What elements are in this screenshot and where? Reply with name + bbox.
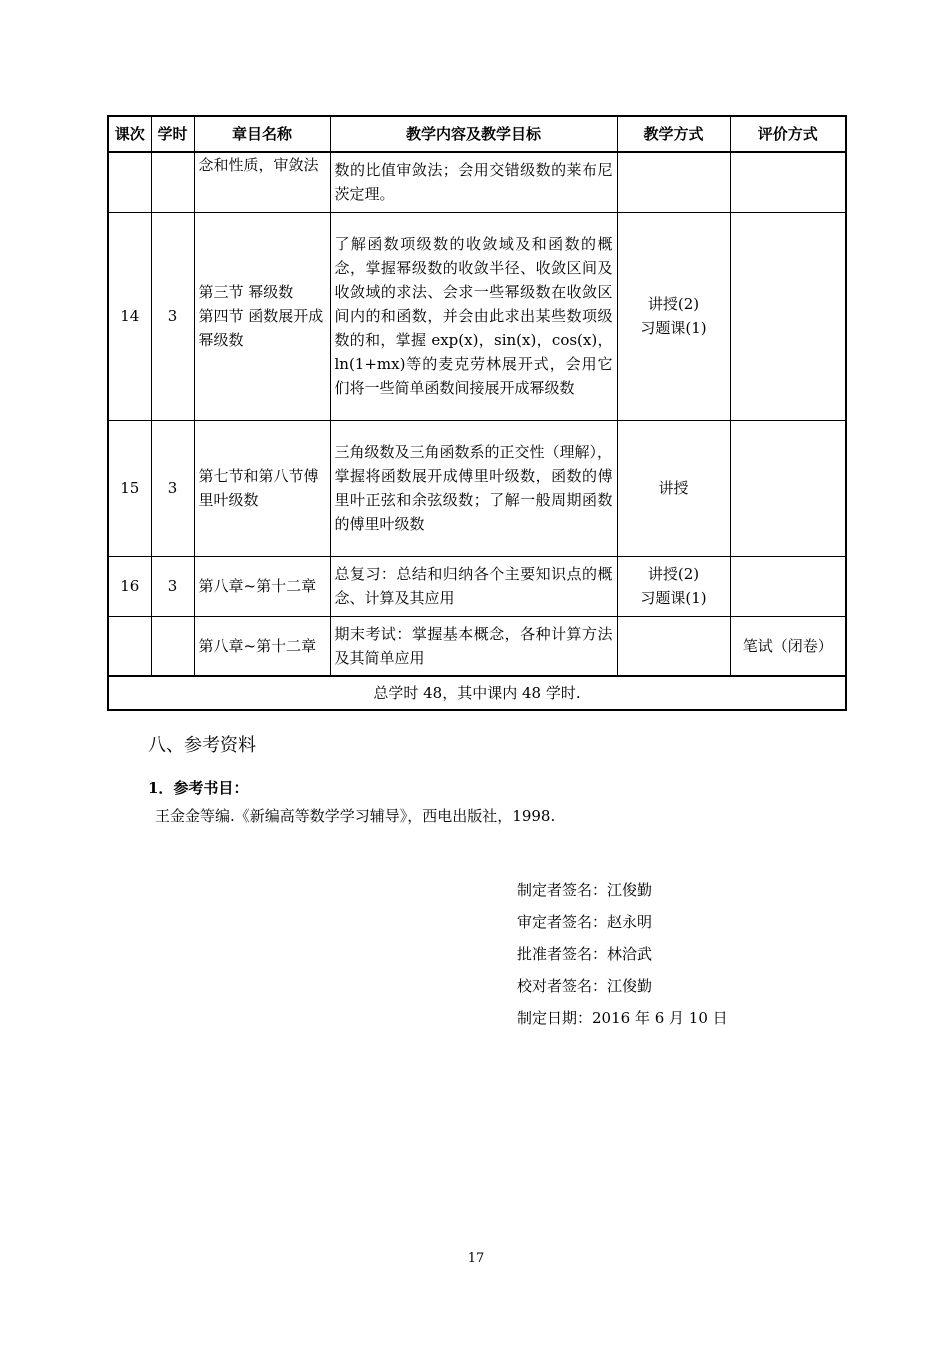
header-lesson: 课次 — [108, 116, 151, 152]
header-chapter: 章目名称 — [194, 116, 330, 152]
lesson-cell: 14 — [108, 212, 151, 420]
syllabus-table — [107, 115, 847, 711]
signature-block — [517, 877, 728, 1037]
creation-date: 制定日期：2016 年 6 月 10 日 — [517, 1009, 728, 1027]
reference-subheading: 1．参考书目： — [148, 779, 249, 797]
content-cell: 期末考试：掌握基本概念，各种计算方法及其简单应用 — [330, 616, 617, 676]
page-number: 17 — [467, 1251, 485, 1266]
table-row — [108, 152, 846, 212]
content-cell: 总复习：总结和归纳各个主要知识点的概念、计算及其应用 — [330, 556, 617, 616]
content-cell: 三角级数及三角函数系的正交性（理解）， 掌握将函数展开成傅里叶级数，函数的傅里叶正弦和余弦级数；了解一般周期函数的傅里叶级数 — [330, 420, 617, 556]
hours-cell — [151, 152, 194, 212]
chapter-cell: 第八章~第十二章 — [194, 616, 330, 676]
evaluation-cell — [730, 212, 846, 420]
lesson-cell — [108, 152, 151, 212]
total-row — [108, 676, 846, 710]
method-cell: 讲授 — [617, 420, 730, 556]
header-evaluation: 评价方式 — [730, 116, 846, 152]
header-content: 教学内容及教学目标 — [330, 116, 617, 152]
table-header-row — [108, 116, 846, 152]
hours-cell: 3 — [151, 420, 194, 556]
evaluation-cell: 笔试（闭卷） — [730, 616, 846, 676]
table-row — [108, 616, 846, 676]
chapter-cell: 第八章~第十二章 — [194, 556, 330, 616]
lesson-cell — [108, 616, 151, 676]
total-hours-cell: 总学时 48，其中课内 48 学时. — [108, 676, 846, 710]
table-row — [108, 420, 846, 556]
table-row — [108, 212, 846, 420]
method-cell — [617, 616, 730, 676]
method-cell: 讲授(2) 习题课(1) — [617, 556, 730, 616]
header-hours: 学时 — [151, 116, 194, 152]
header-method: 教学方式 — [617, 116, 730, 152]
content-cell: 数的比值审敛法；会用交错级数的莱布尼茨定理。 — [330, 152, 617, 212]
evaluation-cell — [730, 556, 846, 616]
table-row — [108, 556, 846, 616]
hours-cell: 3 — [151, 212, 194, 420]
reviewer-signature: 审定者签名：赵永明 — [517, 913, 653, 931]
lesson-cell: 15 — [108, 420, 151, 556]
reference-item: 王金金等编.《新编高等数学学习辅导》，西电出版社，1998. — [155, 807, 556, 825]
hours-cell: 3 — [151, 556, 194, 616]
chapter-cell: 念和性质，审敛法 — [194, 152, 330, 212]
lesson-cell: 16 — [108, 556, 151, 616]
author-signature: 制定者签名：江俊勤 — [517, 881, 653, 899]
content-cell: 了解函数项级数的收敛域及和函数的概念，掌握幂级数的收敛半径、收敛区间及收敛域的求法、会求一些幂级数在收敛区间内的和函数，并会由此求出某些数项级数的和，掌握 exp(x)，sin(x)，cos(x)，ln(1+mx)等的麦克劳林展开式，会用它们将一些简单函数间接展开成幂级数 — [330, 212, 617, 420]
chapter-cell: 第七节和第八节傅里叶级数 — [194, 420, 330, 556]
approver-signature: 批准者签名：林洽武 — [517, 945, 653, 963]
section-title: 八、参考资料 — [148, 735, 256, 756]
proofreader-signature: 校对者签名：江俊勤 — [517, 977, 653, 995]
evaluation-cell — [730, 152, 846, 212]
method-cell — [617, 152, 730, 212]
evaluation-cell — [730, 420, 846, 556]
method-cell: 讲授(2) 习题课(1) — [617, 212, 730, 420]
chapter-cell: 第三节 幂级数 第四节 函数展开成幂级数 — [194, 212, 330, 420]
hours-cell — [151, 616, 194, 676]
